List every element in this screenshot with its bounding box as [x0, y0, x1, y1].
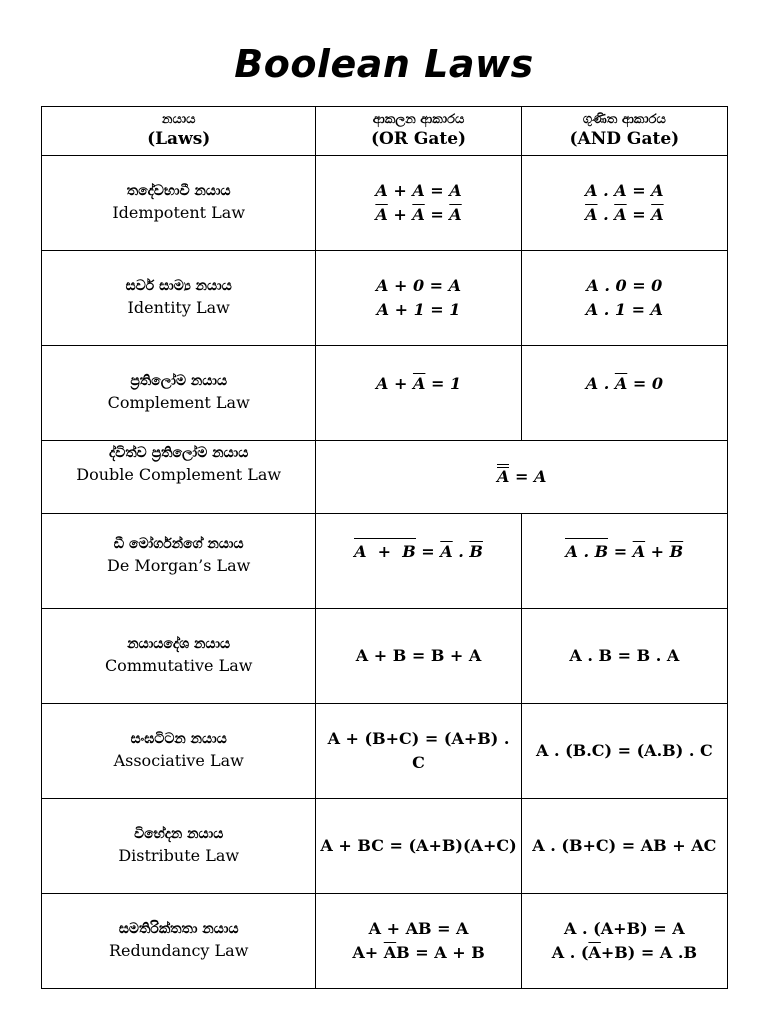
law-name-en: Double Complement Law — [76, 465, 282, 484]
or-cell — [316, 251, 521, 346]
or-cell — [316, 799, 521, 894]
law-name-local: තදේවභාවී නයාය — [126, 183, 231, 200]
law-name-local: සමතිරික්තතා නයාය — [118, 921, 239, 938]
table-row — [42, 251, 728, 346]
law-cell — [42, 894, 316, 989]
law-cell — [42, 441, 316, 514]
and-expression: A . $\overline{A} = 0$ — [585, 374, 663, 393]
law-name-en: Identity Law — [127, 298, 230, 318]
table-row — [42, 704, 728, 799]
table-row — [42, 346, 728, 441]
and-expression: A . 1 = A — [585, 300, 663, 319]
header-and — [521, 107, 727, 156]
and-expression: A . $(\overline{A}+B) = A$ .B — [551, 943, 697, 962]
both-cell — [316, 441, 728, 514]
or-cell — [316, 156, 521, 251]
law-name-en: De Morgan’s Law — [107, 556, 251, 575]
and-expression: A . B = B . A — [569, 646, 680, 665]
header-laws-en: (Laws) — [147, 128, 211, 149]
or-expression: A + B = B + A — [355, 646, 482, 665]
law-name-local: ඩී මෝර්ගන්ගේ නයාය — [113, 536, 244, 552]
law-name-en: Idempotent Law — [112, 203, 246, 223]
law-name-local: සංඝටිටන නයාය — [130, 731, 227, 748]
and-expression: A . (B+C) = AB + AC — [532, 836, 717, 855]
or-expression: A + 0 = A — [376, 276, 462, 295]
law-cell — [42, 251, 316, 346]
or-expression: A + AB = A — [368, 919, 469, 938]
law-name-local: ප්‍රතිලෝම නයාය — [130, 373, 228, 390]
law-name-en: Complement Law — [107, 393, 250, 413]
header-and-local: ගුණිත ආකාරය — [582, 112, 666, 128]
header-laws-local: නයාය — [161, 112, 196, 128]
header-or — [316, 107, 521, 156]
law-cell — [42, 799, 316, 894]
header-or-local: ආකලන ආකාරය — [372, 112, 465, 128]
and-cell — [521, 704, 727, 799]
and-cell — [521, 514, 727, 609]
law-name-local: විභේදන නයාය — [134, 826, 224, 843]
table-row — [42, 514, 728, 609]
law-name-en: Redundancy Law — [108, 941, 249, 961]
and-cell — [521, 156, 727, 251]
double-complement-expression: A = A — [320, 465, 723, 489]
law-cell — [42, 704, 316, 799]
and-expression: A . (B.C) = (A.B) . C — [535, 741, 713, 760]
or-expression: A + 1 = 1 — [376, 300, 461, 319]
law-cell — [42, 346, 316, 441]
and-cell — [521, 346, 727, 441]
and-expression: A . (A+B) = A — [564, 919, 685, 938]
law-name-en: Associative Law — [113, 751, 244, 771]
or-expression: A + BC = (A+B)(A+C) — [320, 836, 517, 855]
table-row — [42, 441, 728, 514]
law-name-en: Commutative Law — [104, 656, 253, 676]
or-cell — [316, 514, 521, 609]
and-cell — [521, 251, 727, 346]
law-cell — [42, 514, 316, 609]
and-expression: A . 0 = 0 — [586, 276, 663, 295]
table-row — [42, 799, 728, 894]
law-name-local: ද්විත්ව ප්‍රතිලෝම නයාය — [109, 445, 249, 461]
or-expression: $A + B = \overline{A}$ . $\overline{B}$ — [320, 538, 516, 564]
law-name-local: සර්ව සාම්‍ය නයාය — [125, 278, 232, 295]
law-cell — [42, 156, 316, 251]
header-or-en: (OR Gate) — [370, 128, 467, 149]
law-name-local: නයායදේශ නයාය — [127, 636, 231, 653]
and-expression-complement: $\overline{A}$ . $\overline{A} = \overline{A}$ — [585, 205, 664, 224]
table-row — [42, 156, 728, 251]
and-cell — [521, 894, 727, 989]
table-header-row — [42, 107, 728, 156]
table-row — [42, 894, 728, 989]
header-and-en: (AND Gate) — [569, 128, 680, 149]
page-title: Boolean Laws — [234, 42, 534, 86]
boolean-laws-table — [41, 106, 728, 989]
or-expression: $A+ \overline{A}B = A + B$ — [352, 943, 485, 962]
or-cell — [316, 346, 521, 441]
or-cell — [316, 894, 521, 989]
header-laws — [42, 107, 316, 156]
or-cell — [316, 704, 521, 799]
or-expression: $A + \overline{A} = 1$ — [376, 374, 462, 393]
or-expression: A + A = A — [375, 181, 462, 200]
and-cell — [521, 799, 727, 894]
and-cell — [521, 609, 727, 704]
law-cell — [42, 609, 316, 704]
and-expression: A . A = A — [585, 181, 664, 200]
or-cell — [316, 609, 521, 704]
law-name-en: Distribute Law — [118, 846, 240, 866]
or-expression: A + (B+C) = (A+B) . C — [327, 729, 510, 772]
table-row — [42, 609, 728, 704]
and-expression: A . $B = \overline{A} + \overline{B}$ — [526, 538, 723, 564]
or-expression-complement: $\overline{A} + \overline{A} = \overline{A}$ — [375, 205, 462, 224]
